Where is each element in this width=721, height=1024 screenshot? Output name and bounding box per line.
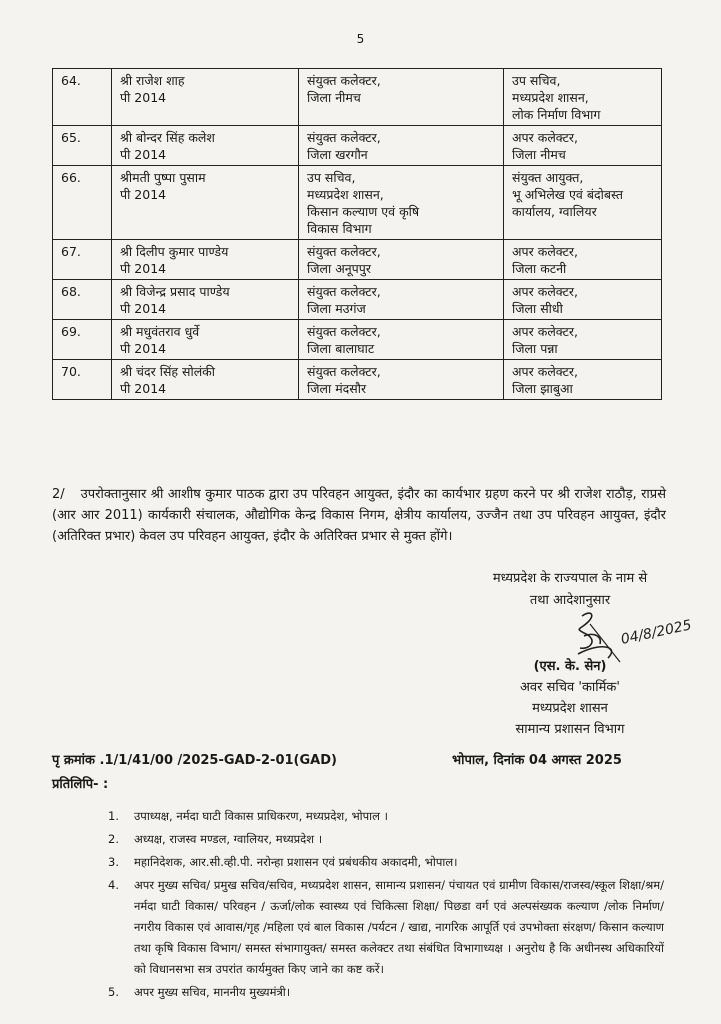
table-row [53,280,662,320]
new-posting-line: लोक निर्माण विभाग [512,107,601,122]
current-posting-line: संयुक्त कलेक्टर, [307,244,381,259]
list-item-number: 1. [108,809,119,823]
officer-name: श्री चंदर सिंह सोलंकी [120,364,216,379]
list-item-number: 3. [108,855,119,869]
serial-number: 67. [53,240,112,280]
new-posting-cell [504,320,662,360]
current-posting-line: जिला नीमच [307,90,361,105]
list-item-text: अपर मुख्य सचिव, माननीय मुख्यमंत्री। [134,985,291,999]
signatory-block [440,656,700,740]
officer-cell [112,280,299,320]
current-posting-cell [299,320,504,360]
signature-date: 04/8/2025 [619,617,694,648]
table-row [53,320,662,360]
list-item [108,829,664,850]
table-row [53,240,662,280]
current-posting-line: जिला खरगौन [307,147,368,162]
table-row [53,126,662,166]
officer-batch: पी 2014 [120,341,167,356]
serial-number: 66. [53,166,112,240]
new-posting-line: अपर कलेक्टर, [512,244,579,259]
list-item [108,806,664,827]
serial-number: 65. [53,126,112,166]
new-posting-line: जिला सीधी [512,301,563,316]
copy-list [108,806,664,1005]
new-posting-line: जिला नीमच [512,147,566,162]
serial-number: 64. [53,69,112,126]
list-item [108,982,664,1003]
officer-batch: पी 2014 [120,147,167,162]
new-posting-line: मध्यप्रदेश शासन, [512,90,589,105]
new-posting-line: उप सचिव, [512,73,561,88]
officer-name: श्री विजेन्द्र प्रसाद पाण्डेय [120,284,230,299]
new-posting-line: जिला झाबुआ [512,381,573,396]
new-posting-cell [504,166,662,240]
officer-batch: पी 2014 [120,90,167,105]
place-date: भोपाल, दिनांक 04 अगस्त 2025 [452,753,622,768]
new-posting-line: कार्यालय, ग्वालियर [512,204,597,219]
new-posting-cell [504,280,662,320]
officer-name: श्रीमती पुष्पा पुसाम [120,170,206,185]
transfer-table [52,68,662,400]
serial-number: 69. [53,320,112,360]
officer-name: श्री मधुवंतराव धुर्वे [120,324,200,339]
list-item-number: 4. [108,878,119,892]
reference-number: पृ क्रमांक .1/1/41/00 /2025-GAD-2-01(GAD) [52,753,337,768]
current-posting-line: जिला मउगंज [307,301,366,316]
officer-cell [112,126,299,166]
officer-cell [112,360,299,400]
current-posting-cell [299,69,504,126]
officer-batch: पी 2014 [120,301,167,316]
officer-name: श्री दिलीप कुमार पाण्डेय [120,244,229,259]
new-posting-cell [504,69,662,126]
current-posting-line: मध्यप्रदेश शासन, [307,187,384,202]
list-item [108,852,664,873]
officer-name: श्री राजेश शाह [120,73,185,88]
signatory-government: मध्यप्रदेश शासन [532,701,608,716]
governor-order-line-1: मध्यप्रदेश के राज्यपाल के नाम से [492,571,648,586]
new-posting-line: अपर कलेक्टर, [512,364,579,379]
copy-title: प्रतिलिपि- : [52,777,109,792]
governor-order-line-2: तथा आदेशानुसार [529,593,611,608]
current-posting-line: जिला मंदसौर [307,381,367,396]
officer-batch: पी 2014 [120,187,167,202]
current-posting-cell [299,166,504,240]
current-posting-line: संयुक्त कलेक्टर, [307,364,381,379]
list-item [108,875,664,980]
signatory-department: सामान्य प्रशासन विभाग [515,722,625,737]
current-posting-line: संयुक्त कलेक्टर, [307,73,381,88]
new-posting-cell [504,126,662,166]
current-posting-cell [299,280,504,320]
current-posting-line: उप सचिव, [307,170,356,185]
current-posting-line: विकास विभाग [307,221,372,236]
paragraph-2 [52,484,666,547]
officer-cell [112,69,299,126]
current-posting-line: संयुक्त कलेक्टर, [307,130,381,145]
table-row [53,166,662,240]
officer-cell [112,320,299,360]
list-item-text: अध्यक्ष, राजस्व मण्डल, ग्वालियर, मध्यप्रदेश । [134,832,323,846]
new-posting-line: संयुक्त आयुक्त, [512,170,584,185]
new-posting-line: जिला कटनी [512,261,567,276]
officer-batch: पी 2014 [120,381,167,396]
reference-line [52,750,672,768]
current-posting-line: किसान कल्याण एवं कृषि [307,204,420,219]
list-item-text: महानिदेशक, आर.सी.व्ही.पी. नरोन्हा प्रशासन एवं प्रबंधकीय अकादमी, भोपाल। [134,855,458,869]
signatory-designation: अवर सचिव 'कार्मिक' [519,680,620,695]
serial-number: 68. [53,280,112,320]
paragraph-text: उपरोक्तानुसार श्री आशीष कुमार पाठक द्वारा उप परिवहन आयुक्त, इंदौर का कार्यभार ग्रहण करने पर श्री राजेश राठौड़, राप्रसे (आर आर 2011) कार्यकारी संचालक, औद्योगिक केन्द्र विकास निगम, क्षेत्रीय कार्यालय, उज्जैन तथा उप परिवहन आयुक्त, इंदौर (अतिरिक्त प्रभार) केवल उप परिवहन आयुक्त, इंदौर के अतिरिक्त प्रभार से मुक्त होंगे। [52,487,666,544]
paragraph-number: 2/ [52,487,65,502]
current-posting-cell [299,126,504,166]
officer-name: श्री बोन्दर सिंह कलेश [120,130,215,145]
current-posting-cell [299,240,504,280]
new-posting-line: अपर कलेक्टर, [512,284,579,299]
officer-batch: पी 2014 [120,261,167,276]
new-posting-line: भू अभिलेख एवं बंदोबस्त [512,187,623,202]
officer-cell [112,166,299,240]
new-posting-line: जिला पन्ना [512,341,558,356]
table-row [53,360,662,400]
current-posting-cell [299,360,504,400]
officer-cell [112,240,299,280]
current-posting-line: जिला बालाघाट [307,341,375,356]
signatory-name: (एस. के. सेन) [533,659,607,674]
new-posting-line: अपर कलेक्टर, [512,324,579,339]
current-posting-line: संयुक्त कलेक्टर, [307,284,381,299]
list-item-text: अपर मुख्य सचिव/ प्रमुख सचिव/सचिव, मध्यप्रदेश शासन, सामान्य प्रशासन/ पंचायत एवं ग्रामीण विकास/राजस्व/स्कूल शिक्षा/श्रम/ नर्मदा घाटी विकास/ परिवहन / ऊर्जा/लोक स्वास्थ्य एवं चिकित्सा शिक्षा/ पिछडा वर्ग एवं अल्पसंख्यक कल्याण /लोक निर्माण/ नगरीय विकास एवं आवास/गृह /महिला एवं बाल विकास /पर्यटन / खाद्य, नागरिक आपूर्ति एवं उपभोक्ता संरक्षण/ किसान कल्याण तथा कृषि विकास विभाग/ समस्त संभागायुक्त/ समस्त कलेक्टर तथा संबंधित विभागाध्यक्ष । अनुरोध है कि अधीनस्थ अधिकारियों को विधानसभा सत्र उपरांत कार्यमुक्त किए जाने का कष्ट करें। [134,878,664,976]
list-item-text: उपाध्यक्ष, नर्मदा घाटी विकास प्राधिकरण, मध्यप्रदेश, भोपाल । [134,809,388,823]
new-posting-line: अपर कलेक्टर, [512,130,579,145]
serial-number: 70. [53,360,112,400]
list-item-number: 2. [108,832,119,846]
list-item-number: 5. [108,985,119,999]
current-posting-line: जिला अनूपपुर [307,261,371,276]
current-posting-line: संयुक्त कलेक्टर, [307,324,381,339]
new-posting-cell [504,360,662,400]
table-row [53,69,662,126]
new-posting-cell [504,240,662,280]
page-number: 5 [356,32,365,46]
